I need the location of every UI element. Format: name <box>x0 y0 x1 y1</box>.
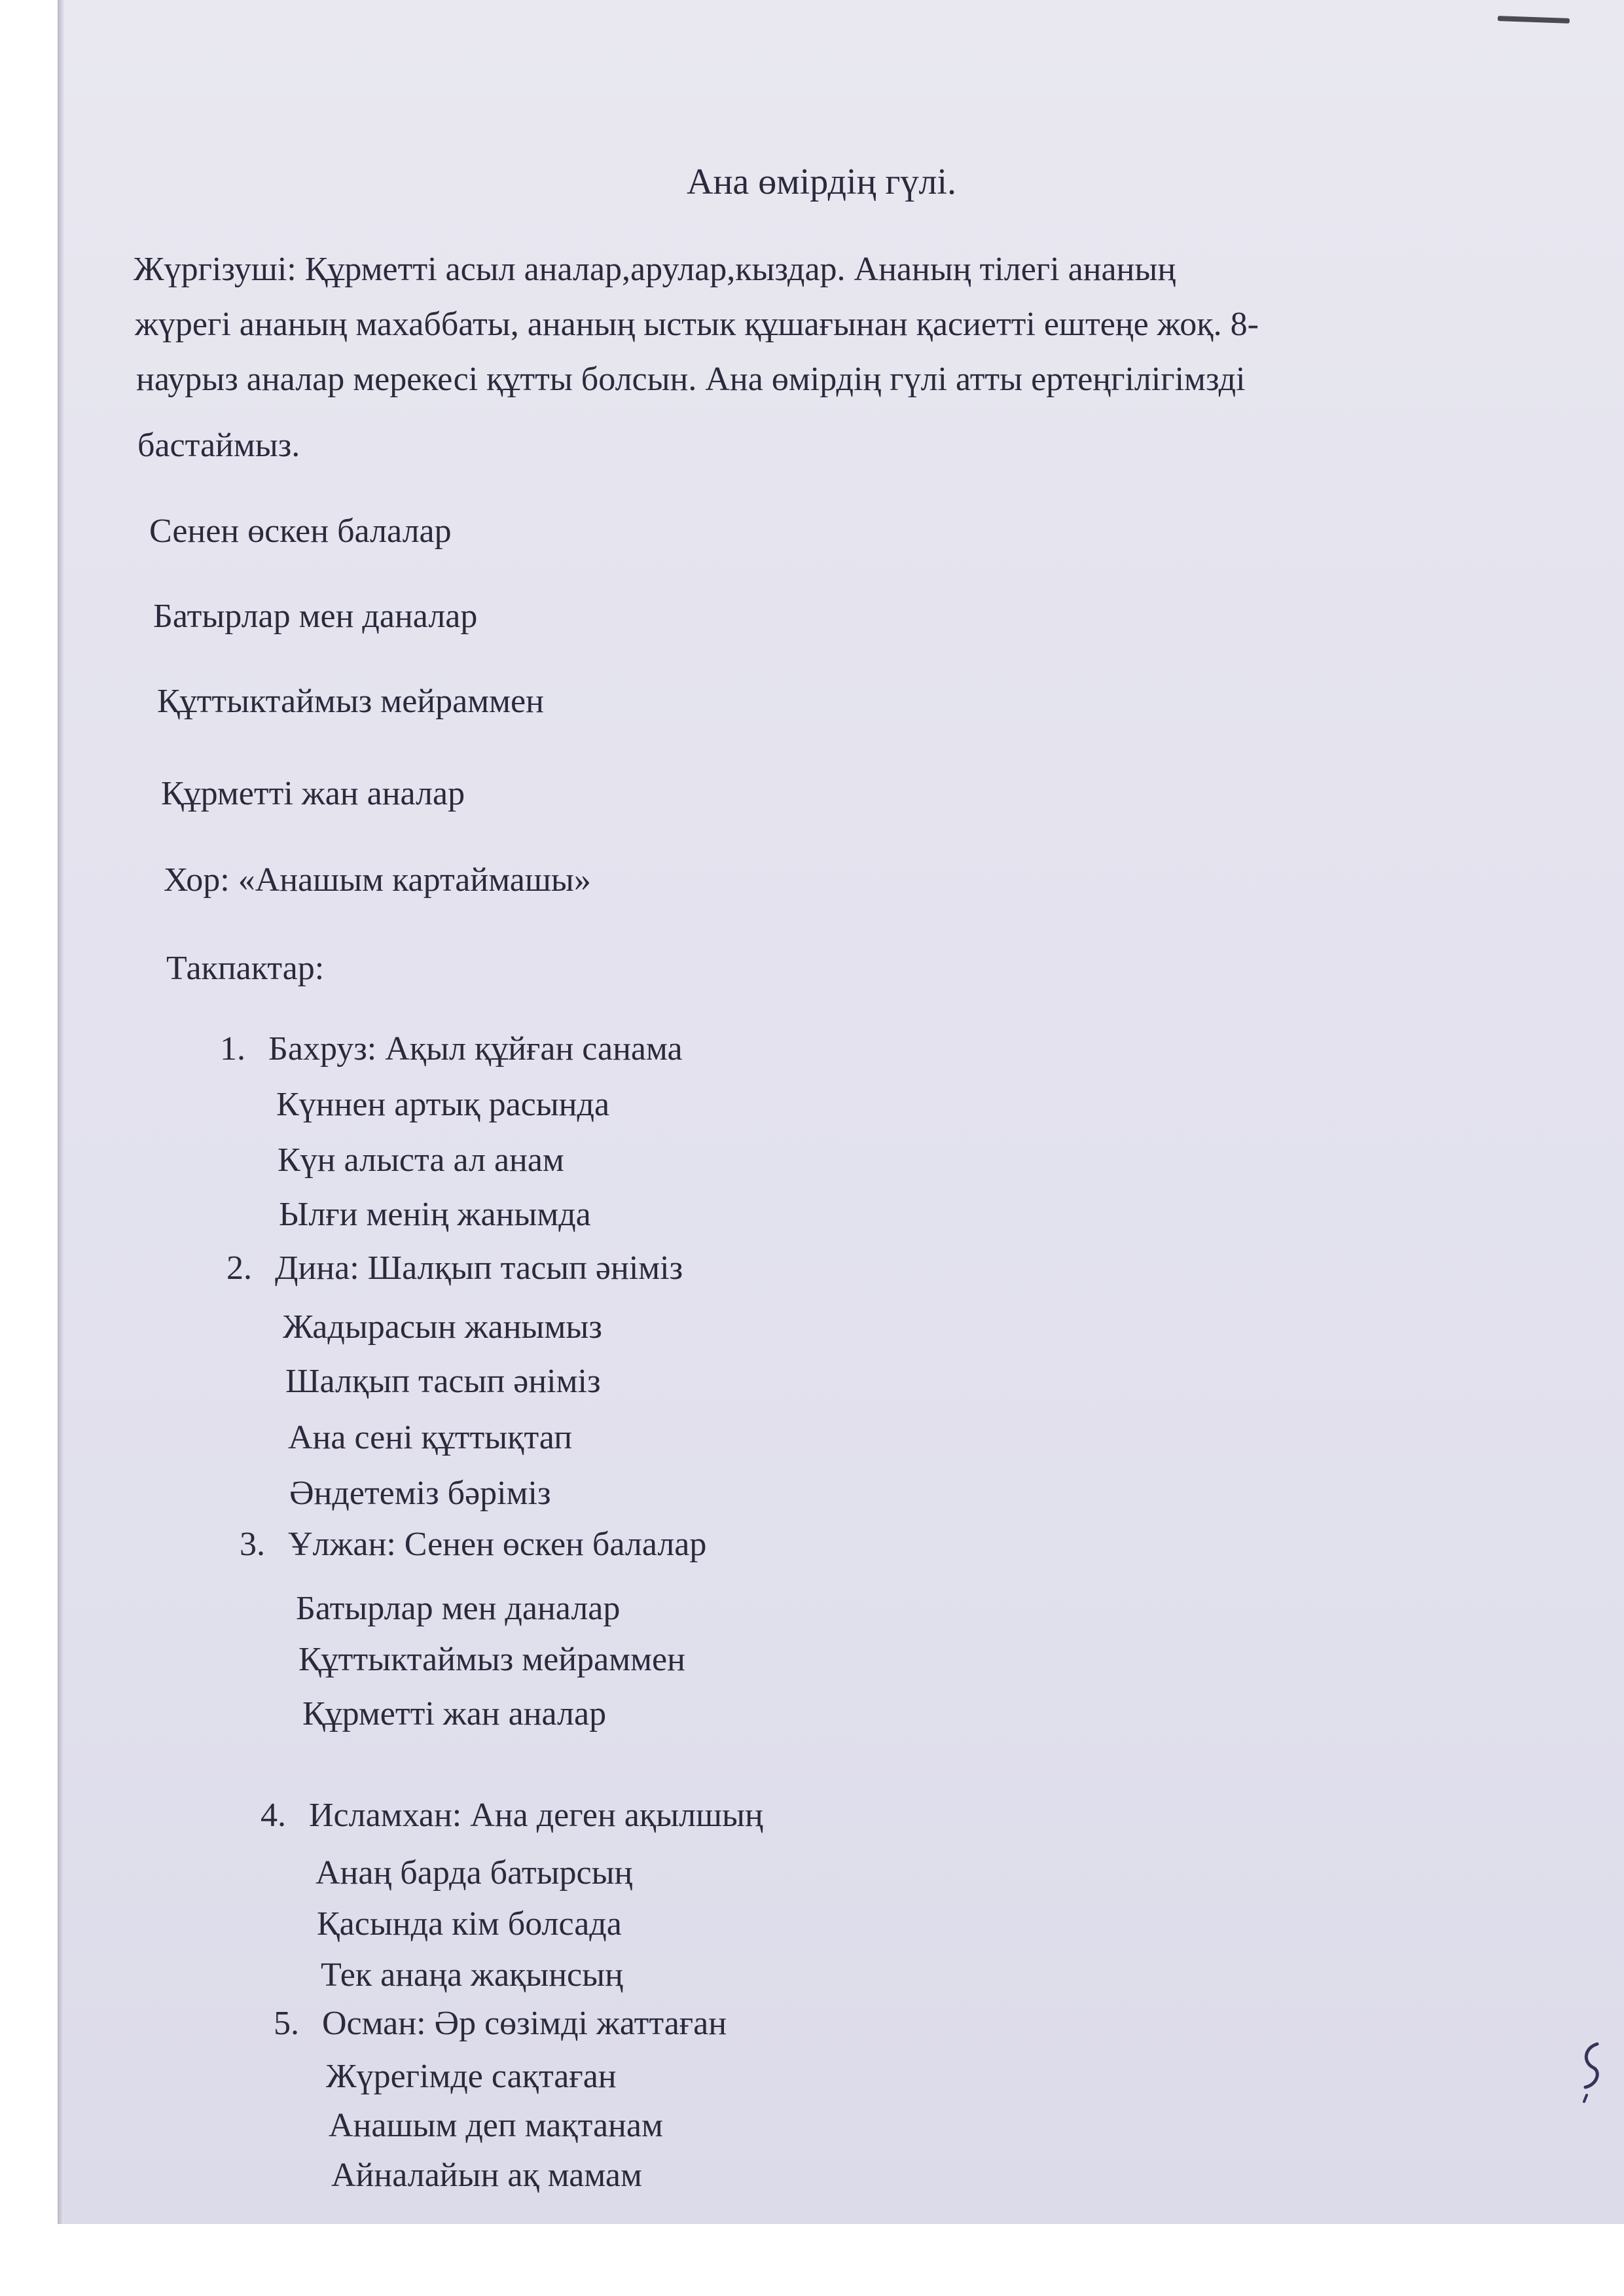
verse-line-4: Құрметті жан аналар <box>161 775 465 812</box>
takpak-2-line-1: 2. Дина: Шалқып тасып әніміз <box>226 1249 683 1287</box>
staple-mark <box>1498 16 1570 24</box>
intro-line-4: бастаймыз. <box>137 427 300 464</box>
takpak-5-line-3: Анашым деп мақтанам <box>329 2107 663 2144</box>
intro-line-2: жүрегі ананың махаббаты, ананың ыстык құшағынан қасиетті ештеңе жоқ. 8- <box>135 306 1259 343</box>
takpak-3-number: 3. <box>240 1526 265 1563</box>
intro-line-3: наурыз аналар мерекесі құтты болсын. Ана өмірдің гүлі атты ертеңгілігімзді <box>136 361 1246 398</box>
takpak-1-number: 1. <box>220 1030 245 1067</box>
takpak-1-line-4: Ылғи менің жанымда <box>279 1196 591 1233</box>
takpak-2-line-4: Ана сені құттықтап <box>288 1419 573 1456</box>
paper-edge-shadow <box>58 0 64 2224</box>
takpak-5-line-1: 5. Осман: Әр сөзімді жаттаған <box>274 2005 727 2042</box>
takpak-1-line-1: 1. Бахруз: Ақыл құйған санама <box>220 1030 683 1067</box>
takpak-3-line-2: Батырлар мен даналар <box>296 1590 621 1627</box>
takpak-5-number: 5. <box>274 2005 299 2042</box>
takpak-3-line-1: 3. Ұлжан: Сенен өскен балалар <box>240 1526 707 1563</box>
takpak-1-line-2: Күннен артық расында <box>276 1086 610 1123</box>
takpaktar-heading: Такпактар: <box>166 950 325 987</box>
pen-scribble-mark <box>1571 2039 1610 2104</box>
intro-line-1: Жүргізуші: Құрметті асыл аналар,арулар,кыздар. Ананың тілегі ананың <box>134 251 1176 288</box>
takpak-5-line-4: Айналайын ақ мамам <box>331 2157 642 2194</box>
takpak-3-line-3: Құттыктаймыз мейраммен <box>298 1641 685 1678</box>
takpak-2-number: 2. <box>226 1249 252 1287</box>
takpak-4-line-4: Тек анаңа жақынсың <box>321 1956 623 1994</box>
verse-line-1: Сенен өскен балалар <box>149 512 452 550</box>
takpak-4-line-2: Анаң барда батырсың <box>316 1854 633 1892</box>
takpak-2-line-3: Шалқып тасып әніміз <box>285 1363 601 1400</box>
choir-line: Хор: «Анашым картаймашы» <box>164 861 591 899</box>
takpak-4-line-1: 4. Исламхан: Ана деген ақылшың <box>261 1797 763 1834</box>
takpak-1-line-3: Күн алыста ал анам <box>278 1141 564 1179</box>
paper-sheet <box>58 0 1624 2224</box>
verse-line-3: Құттыктаймыз мейраммен <box>157 683 544 720</box>
takpak-4-number: 4. <box>261 1797 286 1834</box>
takpak-2-line-5: Әндетеміз бәріміз <box>289 1475 551 1512</box>
takpak-2-line-2: Жадырасын жанымыз <box>283 1308 602 1346</box>
takpak-4-line-3: Қасында кім болсада <box>317 1905 622 1943</box>
verse-line-2: Батырлар мен даналар <box>153 598 478 635</box>
takpak-5-line-2: Жүрегімде сақтаған <box>326 2058 617 2095</box>
takpak-3-line-4: Құрметті жан аналар <box>302 1695 607 1732</box>
document-title: Ана өмірдің гүлі. <box>687 162 957 202</box>
